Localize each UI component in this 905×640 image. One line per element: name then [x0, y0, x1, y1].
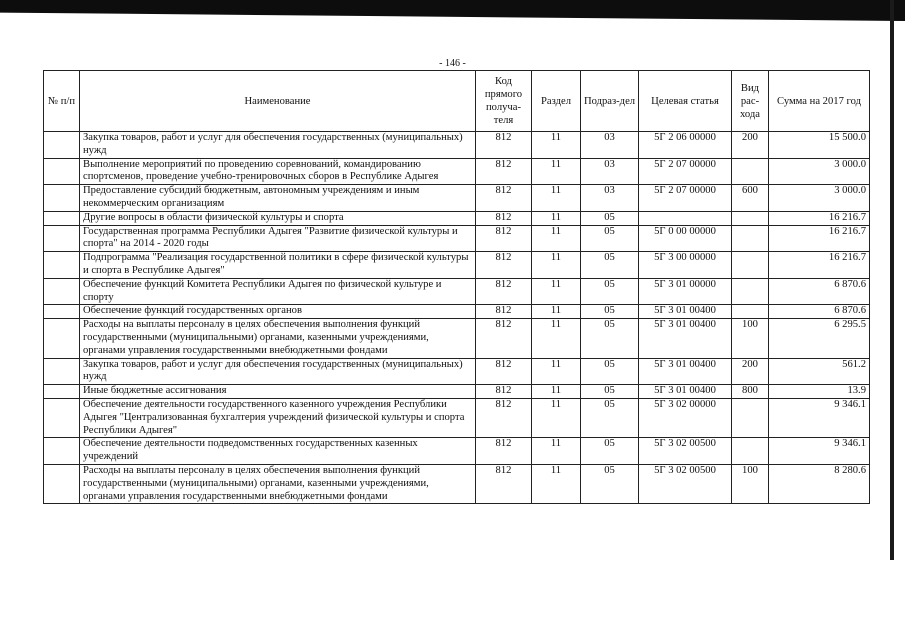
row-name: Предоставление субсидий бюджетным, автономным учреждениям и иным некоммерческим организациям [80, 185, 476, 212]
row-section: 11 [532, 358, 581, 385]
row-num [44, 132, 80, 159]
row-code: 812 [476, 385, 532, 399]
row-num [44, 211, 80, 225]
row-expense-type: 100 [732, 464, 769, 503]
row-subsection: 05 [581, 252, 639, 279]
row-name: Расходы на выплаты персоналу в целях обеспечения выполнения функций государственными (муниципальными) органами, казенными учреждениями, органами управления государственными внебюджетными фондами [80, 464, 476, 503]
row-num [44, 385, 80, 399]
header-expense-type: Вид рас-хода [732, 71, 769, 132]
table-row [44, 211, 870, 225]
table-row [44, 158, 870, 185]
row-subsection: 05 [581, 319, 639, 358]
row-expense-type: 100 [732, 319, 769, 358]
row-name: Закупка товаров, работ и услуг для обеспечения государственных (муниципальных) нужд [80, 132, 476, 159]
row-name: Обеспечение функций Комитета Республики Адыгея по физической культуре и спорту [80, 278, 476, 305]
header-num: № п/п [44, 71, 80, 132]
page-number: - 146 - [439, 58, 466, 69]
row-name: Обеспечение функций государственных органов [80, 305, 476, 319]
row-expense-type: 800 [732, 385, 769, 399]
row-target: 5Г 3 02 00000 [639, 398, 732, 437]
row-code: 812 [476, 464, 532, 503]
row-target: 5Г 0 00 00000 [639, 225, 732, 252]
row-expense-type: 200 [732, 132, 769, 159]
row-target: 5Г 3 01 00000 [639, 278, 732, 305]
row-subsection: 03 [581, 132, 639, 159]
row-expense-type [732, 225, 769, 252]
row-section: 11 [532, 252, 581, 279]
row-target: 5Г 2 07 00000 [639, 158, 732, 185]
row-code: 812 [476, 132, 532, 159]
row-amount: 16 216.7 [769, 211, 870, 225]
row-section: 11 [532, 398, 581, 437]
row-num [44, 398, 80, 437]
row-target [639, 211, 732, 225]
row-amount: 6 870.6 [769, 278, 870, 305]
row-subsection: 05 [581, 385, 639, 399]
row-amount: 16 216.7 [769, 252, 870, 279]
table-row [44, 185, 870, 212]
row-subsection: 05 [581, 398, 639, 437]
row-target: 5Г 3 01 00400 [639, 385, 732, 399]
row-subsection: 05 [581, 464, 639, 503]
table-row [44, 464, 870, 503]
table-row [44, 319, 870, 358]
row-section: 11 [532, 278, 581, 305]
row-amount: 13.9 [769, 385, 870, 399]
budget-table [43, 70, 870, 504]
table-row [44, 385, 870, 399]
row-name: Обеспечение деятельности государственного казенного учреждения Республики Адыгея "Централизованная бухгалтерия учреждений физической культуры и спорта Республики Адыгея" [80, 398, 476, 437]
row-num [44, 319, 80, 358]
row-subsection: 05 [581, 358, 639, 385]
row-expense-type: 600 [732, 185, 769, 212]
row-amount: 9 346.1 [769, 398, 870, 437]
row-name: Иные бюджетные ассигнования [80, 385, 476, 399]
row-code: 812 [476, 158, 532, 185]
table-row [44, 278, 870, 305]
row-name: Обеспечение деятельности подведомственных государственных казенных учреждений [80, 438, 476, 465]
row-num [44, 225, 80, 252]
row-amount: 9 346.1 [769, 438, 870, 465]
row-section: 11 [532, 158, 581, 185]
table-row [44, 438, 870, 465]
row-section: 11 [532, 211, 581, 225]
header-subsection: Подраз-дел [581, 71, 639, 132]
table-header-row [44, 71, 870, 132]
row-target: 5Г 3 01 00400 [639, 319, 732, 358]
row-amount: 15 500.0 [769, 132, 870, 159]
table-row [44, 225, 870, 252]
row-subsection: 03 [581, 185, 639, 212]
row-name: Подпрограмма "Реализация государственной политики в сфере физической культуры и спорта в Республике Адыгея" [80, 252, 476, 279]
row-num [44, 278, 80, 305]
row-section: 11 [532, 132, 581, 159]
header-amount: Сумма на 2017 год [769, 71, 870, 132]
row-code: 812 [476, 225, 532, 252]
row-target: 5Г 3 02 00500 [639, 438, 732, 465]
header-name: Наименование [80, 71, 476, 132]
row-num [44, 185, 80, 212]
row-expense-type [732, 252, 769, 279]
row-amount: 8 280.6 [769, 464, 870, 503]
header-section: Раздел [532, 71, 581, 132]
table-row [44, 132, 870, 159]
row-section: 11 [532, 438, 581, 465]
row-code: 812 [476, 305, 532, 319]
row-target: 5Г 3 01 00400 [639, 358, 732, 385]
row-expense-type [732, 398, 769, 437]
row-amount: 3 000.0 [769, 158, 870, 185]
row-name: Расходы на выплаты персоналу в целях обеспечения выполнения функций государственными (муниципальными) органами, казенными учреждениями, органами управления государственными внебюджетными фондами [80, 319, 476, 358]
row-code: 812 [476, 358, 532, 385]
table-row [44, 305, 870, 319]
row-target: 5Г 2 06 00000 [639, 132, 732, 159]
header-target: Целевая статья [639, 71, 732, 132]
row-subsection: 05 [581, 305, 639, 319]
row-section: 11 [532, 319, 581, 358]
row-name: Государственная программа Республики Адыгея "Развитие физической культуры и спорта" на 2014 - 2020 годы [80, 225, 476, 252]
row-section: 11 [532, 385, 581, 399]
row-target: 5Г 3 02 00500 [639, 464, 732, 503]
header-code: Код прямого получа-теля [476, 71, 532, 132]
row-num [44, 358, 80, 385]
row-name: Закупка товаров, работ и услуг для обеспечения государственных (муниципальных) нужд [80, 358, 476, 385]
scan-edge-right [890, 0, 894, 560]
row-code: 812 [476, 438, 532, 465]
row-num [44, 464, 80, 503]
table-row [44, 358, 870, 385]
row-section: 11 [532, 225, 581, 252]
row-num [44, 158, 80, 185]
row-subsection: 05 [581, 278, 639, 305]
row-code: 812 [476, 185, 532, 212]
row-amount: 3 000.0 [769, 185, 870, 212]
row-num [44, 252, 80, 279]
row-name: Выполнение мероприятий по проведению соревнований, командированию спортсменов, проведение учебно-тренировочных сборов в Республике Адыгея [80, 158, 476, 185]
row-amount: 6 870.6 [769, 305, 870, 319]
row-num [44, 438, 80, 465]
row-subsection: 05 [581, 438, 639, 465]
row-code: 812 [476, 252, 532, 279]
row-code: 812 [476, 278, 532, 305]
row-target: 5Г 3 01 00400 [639, 305, 732, 319]
row-subsection: 03 [581, 158, 639, 185]
row-expense-type [732, 158, 769, 185]
row-section: 11 [532, 305, 581, 319]
table-row [44, 398, 870, 437]
row-num [44, 305, 80, 319]
table-row [44, 252, 870, 279]
row-expense-type [732, 438, 769, 465]
row-name: Другие вопросы в области физической культуры и спорта [80, 211, 476, 225]
row-subsection: 05 [581, 211, 639, 225]
row-section: 11 [532, 185, 581, 212]
row-code: 812 [476, 319, 532, 358]
row-expense-type [732, 305, 769, 319]
scan-edge-top [0, 0, 905, 21]
row-target: 5Г 2 07 00000 [639, 185, 732, 212]
row-amount: 6 295.5 [769, 319, 870, 358]
row-expense-type: 200 [732, 358, 769, 385]
row-code: 812 [476, 398, 532, 437]
row-amount: 16 216.7 [769, 225, 870, 252]
row-target: 5Г 3 00 00000 [639, 252, 732, 279]
row-subsection: 05 [581, 225, 639, 252]
row-code: 812 [476, 211, 532, 225]
row-expense-type [732, 278, 769, 305]
row-expense-type [732, 211, 769, 225]
row-section: 11 [532, 464, 581, 503]
row-amount: 561.2 [769, 358, 870, 385]
